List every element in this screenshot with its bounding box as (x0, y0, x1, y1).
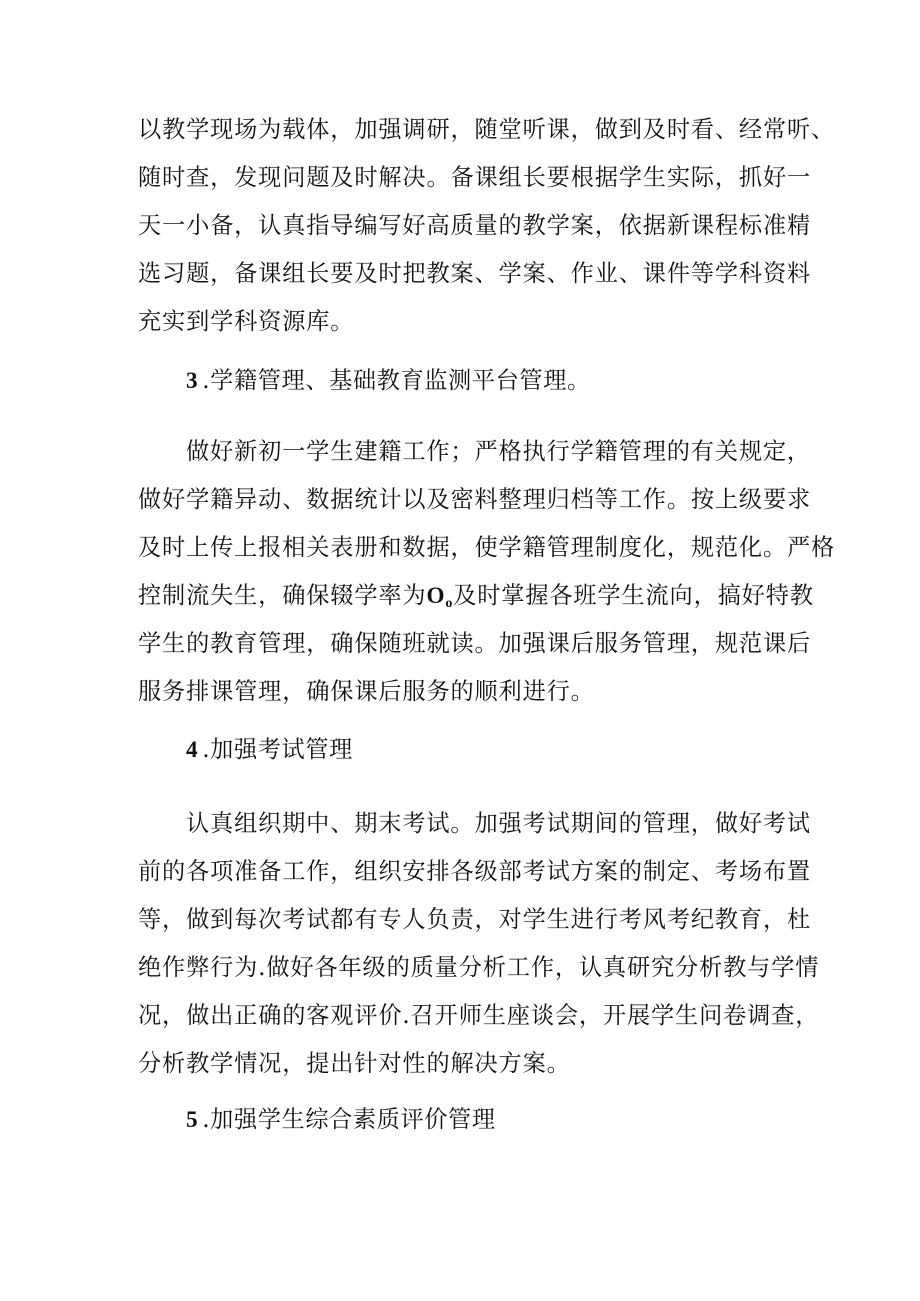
paragraph-2-line-4-start: 控制流失生，确保辍学率为 (138, 582, 427, 609)
paragraph-2-line-4-end: 及时掌握各班学生流向，搞好特教 (453, 582, 814, 609)
paragraph-3-line-2: 前的各项准备工作，组织安排各级部考试方案的制定、考场布置 (138, 858, 812, 885)
paragraph-2-line-1: 做好新初一学生建籍工作；严格执行学籍管理的有关规定， (186, 438, 811, 465)
paragraph-2-line-2: 做好学籍异动、数据统计以及密料整理归档等工作。按上级要求 (138, 486, 812, 513)
paragraph-3-line-4: 绝作弊行为.做好各年级的质量分析工作，认真研究分析教与学情 (138, 954, 820, 981)
paragraph-3-line-6: 分析教学情况，提出针对性的解决方案。 (138, 1050, 571, 1077)
paragraph-1-line-3: 天一小备，认真指导编写好高质量的教学案，依据新课程标准精 (138, 212, 812, 239)
paragraph-3-line-3: 等，做到每次考试都有专人负责，对学生进行考风考纪教育，杜 (138, 906, 812, 933)
section-number-3: 3 (186, 368, 199, 394)
section-number-4: 4 (186, 737, 199, 763)
section-title-3: .学籍管理、基础教育监测平台管理。 (202, 367, 591, 394)
section-number-5: 5 (186, 1107, 199, 1133)
section-title-4: .加强考试管理 (202, 736, 353, 763)
dropout-rate-subscript: o (445, 596, 454, 611)
paragraph-2-line-5: 学生的教育管理，确保随班就读。加强课后服务管理，规范课后 (138, 630, 812, 657)
paragraph-3-line-1: 认真组织期中、期末考试。加强考试期间的管理，做好考试 (186, 810, 811, 837)
section-title-5: .加强学生综合素质评价管理 (202, 1106, 496, 1133)
paragraph-1-line-2: 随时查，发现问题及时解决。备课组长要根据学生实际，抓好一 (138, 164, 812, 191)
paragraph-1-line-4: 选习题，备课组长要及时把教案、学案、作业、课件等学科资料 (138, 260, 812, 287)
paragraph-3-line-5: 况，做出正确的客观评价.召开师生座谈会，开展学生问卷调查， (138, 1002, 820, 1029)
paragraph-2-line-3: 及时上传上报相关表册和数据，使学籍管理制度化，规范化。严格 (138, 534, 836, 561)
section-heading-5 (186, 1105, 496, 1135)
dropout-rate-symbol: O (426, 583, 446, 609)
paragraph-2-line-4 (138, 581, 814, 619)
paragraph-1-line-1: 以教学现场为载体，加强调研，随堂听课，做到及时看、经常听、 (138, 116, 836, 143)
section-heading-3 (186, 366, 591, 396)
paragraph-1-line-5: 充实到学科资源库。 (138, 308, 355, 335)
paragraph-2-line-6: 服务排课管理，确保课后服务的顺利进行。 (138, 678, 595, 705)
section-heading-4 (186, 735, 353, 765)
